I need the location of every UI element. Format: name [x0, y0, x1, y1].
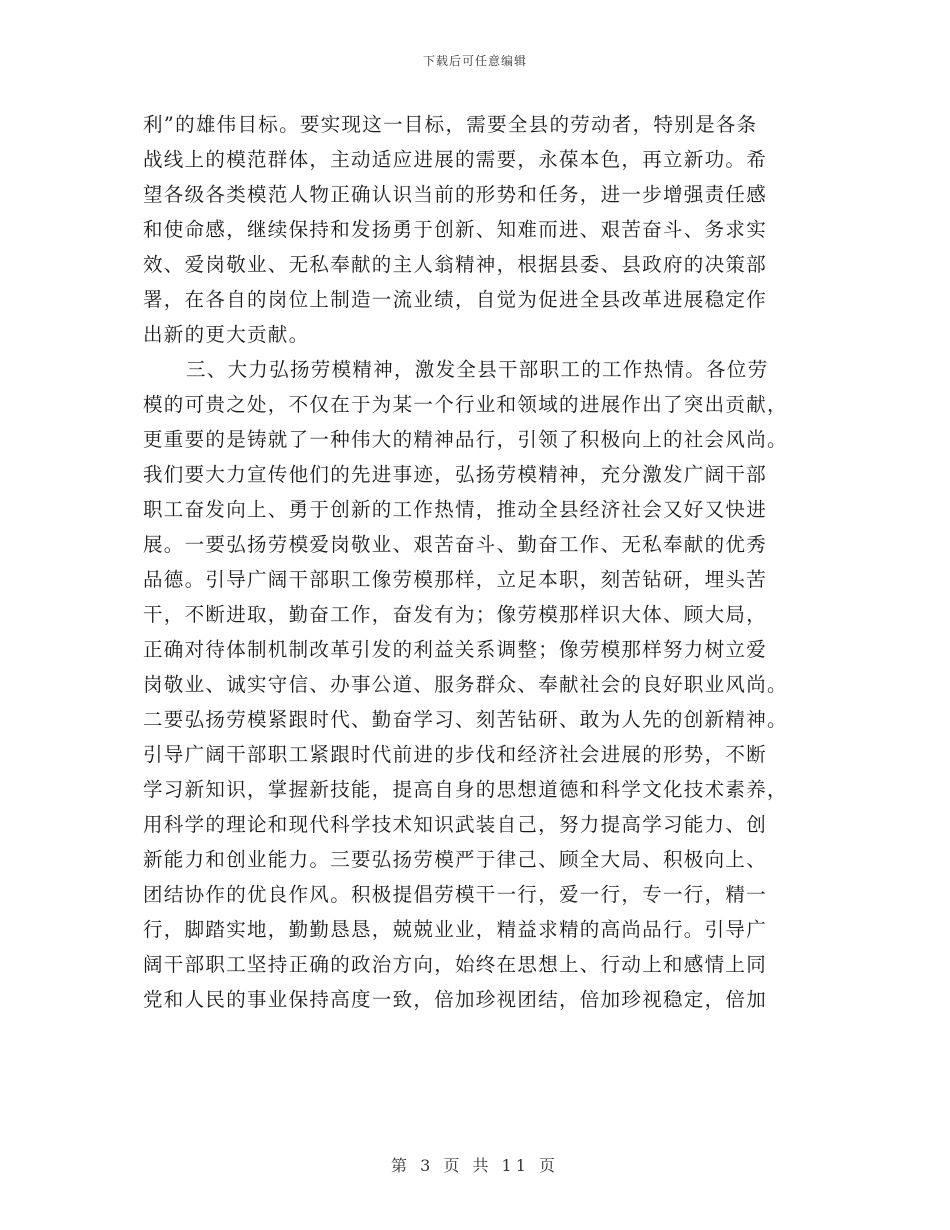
paragraph-line: 我们要大力宣传他们的先进事迹，弘扬劳模精神，充分激发广阔干部	[143, 463, 768, 486]
paragraph-line: 署，在各自的岗位上制造一流业绩，自觉为促进全县改革进展稳定作	[143, 288, 768, 311]
paragraph-line: 引导广阔干部职工紧跟时代前进的步伐和经济社会进展的形势，不断	[143, 743, 768, 766]
paragraph-line: 行，脚踏实地，勤勤恳恳，兢兢业业，精益求精的高尚品行。引导广	[143, 918, 768, 941]
paragraph-line: 阔干部职工坚持正确的政治方向，始终在思想上、行动上和感情上同	[143, 953, 768, 976]
paragraph-line: 干，不断进取，勤奋工作，奋发有为；像劳模那样识大体、顾大局，	[143, 603, 768, 626]
paragraph-line: 出新的更大贡献。	[143, 323, 310, 346]
paragraph-line: 职工奋发向上、勇于创新的工作热情，推动全县经济社会又好又快进	[143, 498, 768, 521]
document-body	[143, 107, 823, 1017]
paragraph-line: 品德。引导广阔干部职工像劳模那样，立足本职，刻苦钻研，埋头苦	[143, 568, 768, 591]
page-header-note: 下载后可任意编辑	[422, 54, 527, 68]
paragraph-line: 更重要的是铸就了一种伟大的精神品行，引领了积极向上的社会风尚。	[143, 428, 788, 451]
paragraph-line: 二要弘扬劳模紧跟时代、勤奋学习、刻苦钻研、敢为人先的创新精神。	[143, 708, 788, 731]
paragraph-line: 用科学的理论和现代科学技术知识武装自己，努力提高学习能力、创	[143, 813, 768, 836]
paragraph-line: 望各级各类模范人物正确认识当前的形势和任务，进一步增强责任感	[143, 183, 768, 206]
paragraph-line: 效、爱岗敬业、无私奉献的主人翁精神，根据县委、县政府的决策部	[143, 253, 768, 276]
paragraph-line: 战线上的模范群体，主动适应进展的需要，永葆本色，再立新功。希	[143, 148, 768, 171]
paragraph-line: 模的可贵之处，不仅在于为某一个行业和领域的进展作出了突出贡献，	[143, 393, 788, 416]
paragraph-line: 学习新知识，掌握新技能，提高自身的思想道德和科学文化技术素养，	[143, 778, 788, 801]
paragraph-line: 团结协作的优良作风。积极提倡劳模干一行，爱一行，专一行，精一	[143, 883, 768, 906]
paragraph-line: 和使命感，继续保持和发扬勇于创新、知难而进、艰苦奋斗、务求实	[143, 218, 768, 241]
page-number-footer: 第 3 页 共 11 页	[391, 1156, 559, 1175]
paragraph-line: 展。一要弘扬劳模爱岗敬业、艰苦奋斗、勤奋工作、无私奉献的优秀	[143, 533, 768, 556]
paragraph-line: 岗敬业、诚实守信、办事公道、服务群众、奉献社会的良好职业风尚。	[143, 673, 788, 696]
paragraph-line: 新能力和创业能力。三要弘扬劳模严于律己、顾全大局、积极向上、	[143, 848, 768, 871]
paragraph-line: 正确对待体制机制改革引发的利益关系调整；像劳模那样努力树立爱	[143, 638, 768, 661]
paragraph-line: 利”的雄伟目标。要实现这一目标，需要全县的劳动者，特别是各条	[143, 113, 758, 136]
section-three-first-line: 三、大力弘扬劳模精神，激发全县干部职工的工作热情。各位劳	[186, 358, 769, 381]
paragraph-line: 党和人民的事业保持高度一致，倍加珍视团结，倍加珍视稳定，倍加	[143, 988, 768, 1011]
